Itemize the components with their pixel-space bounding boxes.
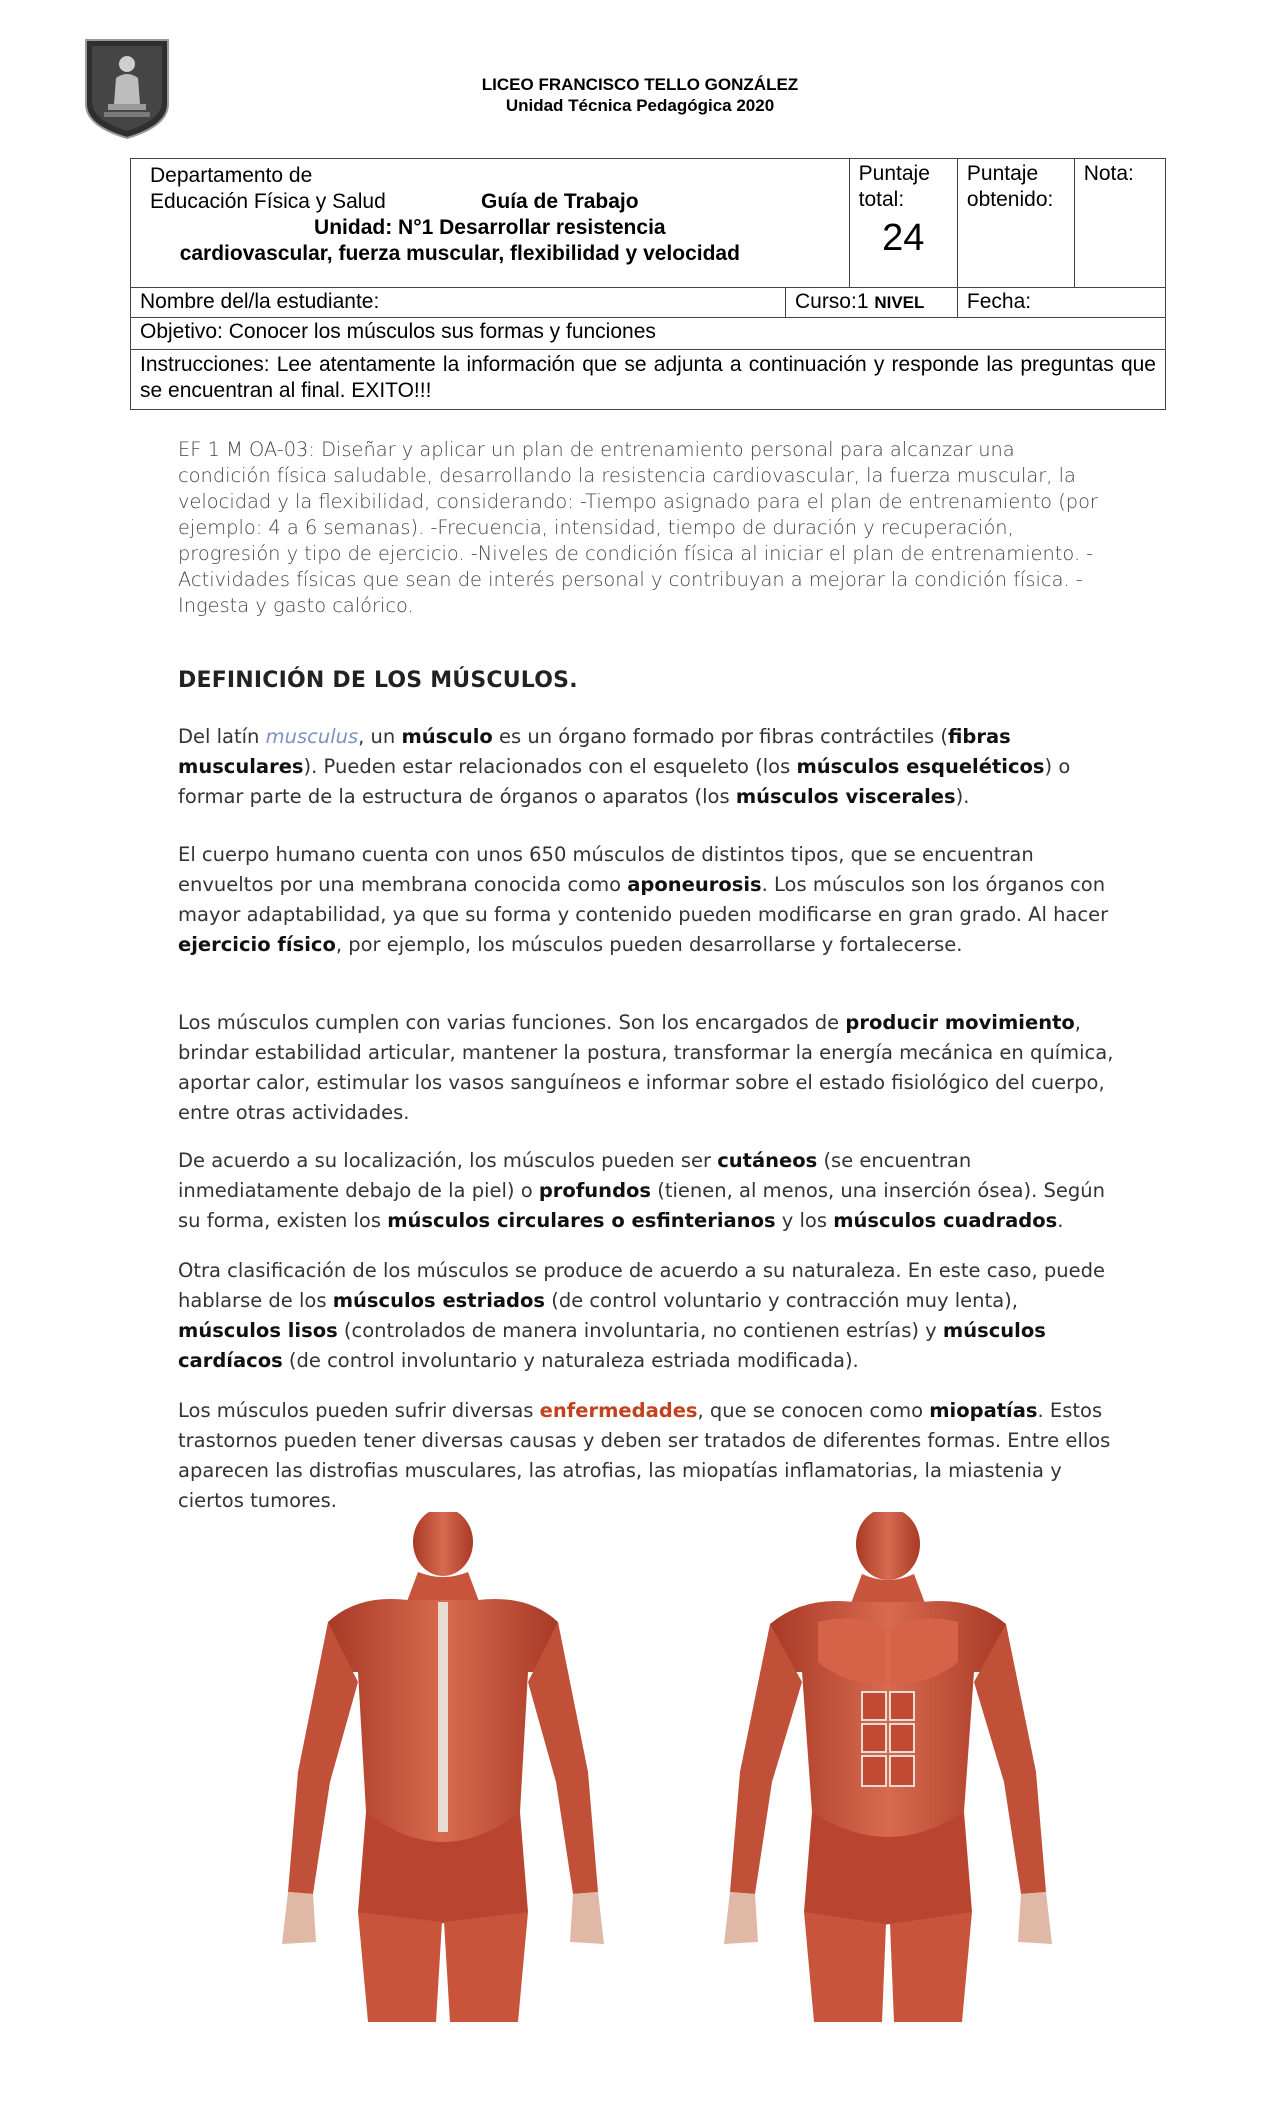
school-name: LICEO FRANCISCO TELLO GONZÁLEZ [481,75,799,94]
guide-header-table [130,158,1166,410]
school-header [0,74,1280,116]
paragraph-localization: De acuerdo a su localización, los músculos pueden ser cutáneos (se encuentran inmediatamente debajo de la piel) o profundos (tienen, al menos, una inserción ósea). Según su forma, existen los músculos circulares o esfinterianos y los músculos cuadrados. [178,1149,1105,1232]
nota-cell[interactable]: Nota: [1074,159,1165,288]
puntaje-total-cell: Puntaje total: 24 [849,159,957,288]
department-label: Departamento de Educación Física y Salud [150,164,386,213]
front-view-figure [724,1512,1052,2022]
school-unit: Unidad Técnica Pedagógica 2020 [505,96,775,115]
instrucciones-cell: Instrucciones: Lee atentamente la información que se adjunta a continuación y responde las preguntas que se encuentran al final. EXITO!!! [131,349,1166,409]
objetivo-cell: Objetivo: Conocer los músculos sus formas y funciones [131,317,1166,349]
curso-cell: Curso:1 NIVEL [785,287,957,317]
diseases-link[interactable]: enfermedades [539,1399,698,1422]
guide-title-cell [131,159,850,288]
back-view-figure [282,1512,604,2022]
student-name-cell[interactable]: Nombre del/la estudiante: [131,287,786,317]
learning-objective-text: EF 1 M OA-03: Diseñar y aplicar un plan de entrenamiento personal para alcanzar una condición física saludable, desarrollando la resistencia cardiovascular, la fuerza muscular, la velocidad y la flexibilidad, considerando: -Tiempo asignado para el plan de entrenamiento (por ejemplo: 4 a 6 semanas). -Frecuencia, intensidad, tiempo de duración y recuperación, progresión y tipo de ejercicio. -Niveles de condición física al iniciar el plan de entrenamiento. -Actividades físicas que sean de interés personal y contribuyan a mejorar la condición física. -Ingesta y gasto calórico. [178,438,1098,617]
section-title: DEFINICIÓN DE LOS MÚSCULOS. [178,668,578,693]
puntaje-total-value: 24 [882,217,925,259]
latin-term-link[interactable]: musculus [265,725,359,748]
fecha-cell[interactable]: Fecha: [957,287,1165,317]
puntaje-obtenido-cell[interactable]: Puntaje obtenido: [957,159,1074,288]
paragraph-functions: Los músculos cumplen con varias funciones. Son los encargados de producir movimiento, brindar estabilidad articular, mantener la postura, transformar la energía mecánica en química, aportar calor, estimular los vasos sanguíneos e informar sobre el estado fisiológico del cuerpo, entre otras actividades. [178,1011,1114,1124]
muscular-system-illustration [258,1512,1098,2022]
guide-title: Guía de Trabajo Unidad: N°1 Desarrollar resistencia cardiovascular, fuerza muscular, flexibilidad y velocidad [179,190,740,265]
paragraph-body-muscles: El cuerpo humano cuenta con unos 650 músculos de distintos tipos, que se encuentran envueltos por una membrana conocida como aponeurosis. Los músculos son los órganos con mayor adaptabilidad, ya que su forma y contenido pueden modificarse en gran grado. Al hacer ejercicio físico, por ejemplo, los músculos pueden desarrollarse y fortalecerse. [178,843,1109,956]
paragraph-classification: Otra clasificación de los músculos se produce de acuerdo a su naturaleza. En este caso, puede hablarse de los músculos estriados (de control voluntario y contracción muy lenta), músculos lisos (controlados de manera involuntaria, no contienen estrías) y músculos cardíacos (de control involuntario y naturaleza estriada modificada). [178,1259,1105,1372]
paragraph-diseases: Los músculos pueden sufrir diversas enfermedades, que se conocen como miopatías. Estos trastornos pueden tener diversas causas y deben ser tratados de diferentes formas. Entre ellos aparecen las distrofias musculares, las atrofias, las miopatías inflamatorias, la miastenia y ciertos tumores. [178,1399,1111,1512]
paragraph-definition: Del latín musculus, un músculo es un órgano formado por fibras contráctiles (fibras musculares). Pueden estar relacionados con el esqueleto (los músculos esqueléticos) o formar parte de la estructura de órganos o aparatos (los músculos viscerales). [178,725,1071,808]
